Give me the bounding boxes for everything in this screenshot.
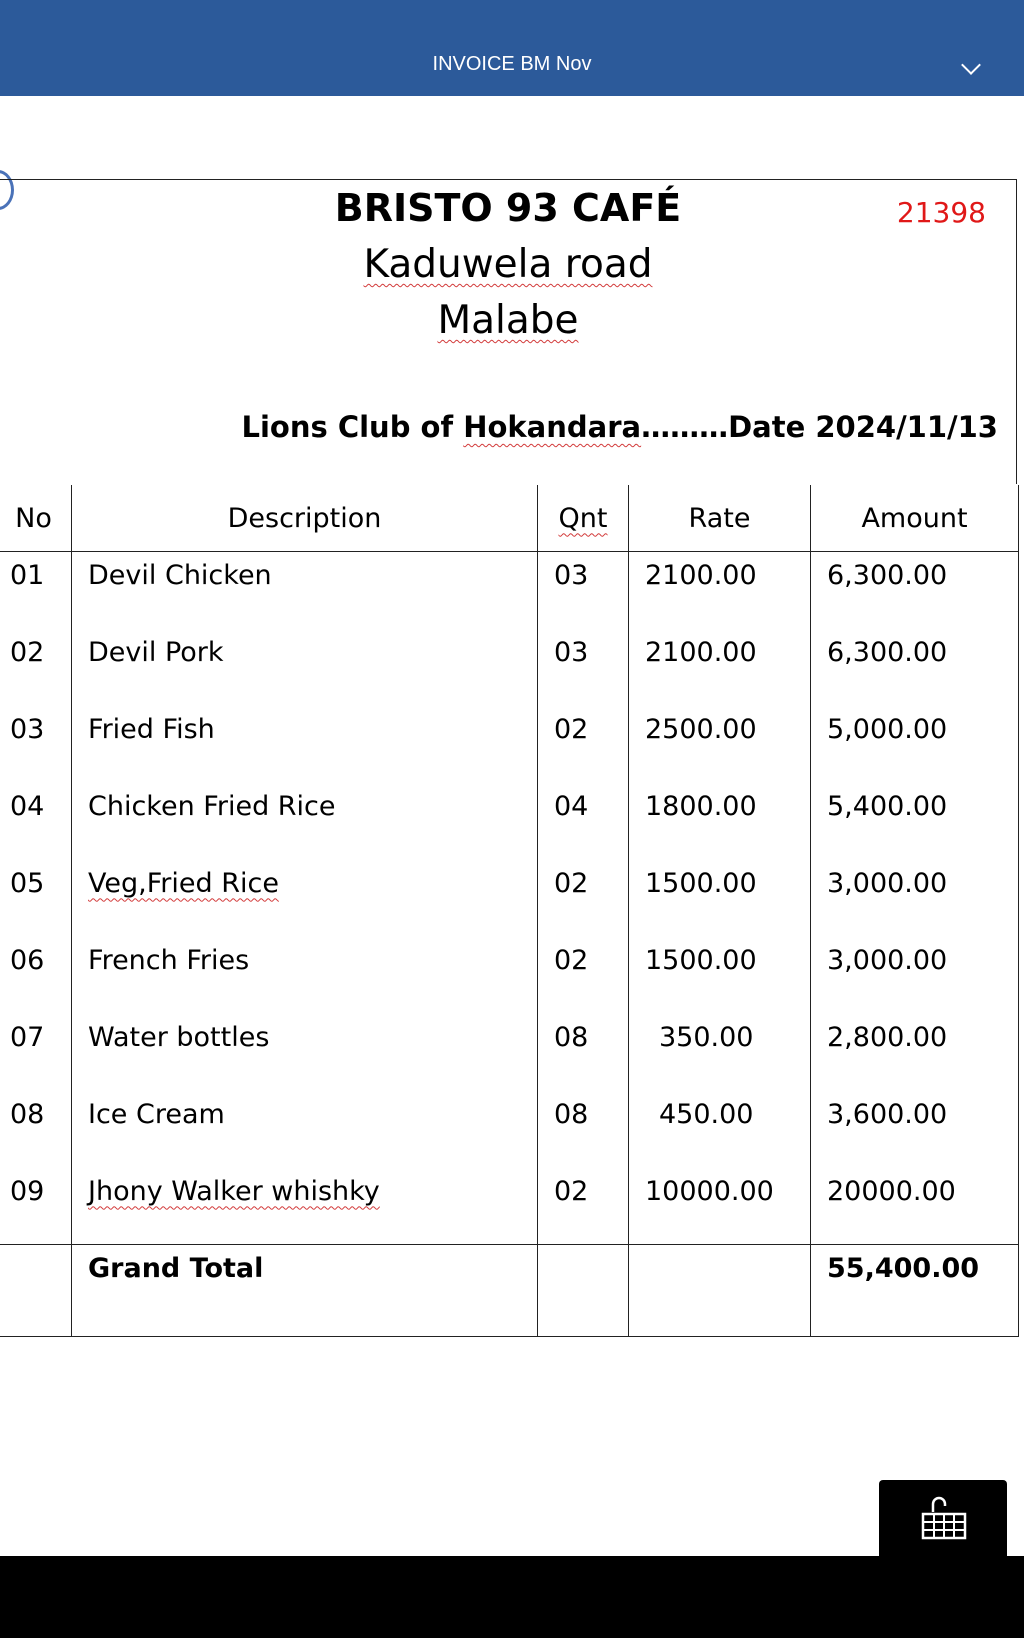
item-no: 01 <box>10 560 45 591</box>
item-amount: 6,300.00 <box>811 552 1019 629</box>
column-header-rate: Rate <box>629 485 811 552</box>
item-amount: 20000.00 <box>811 1168 1019 1245</box>
item-amount: 5,000.00 <box>811 706 1019 783</box>
item-amount: 3,600.00 <box>811 1091 1019 1168</box>
item-rate: 350.00 <box>629 1014 811 1091</box>
address-line-1 <box>0 242 1016 287</box>
item-rate: 2100.00 <box>629 629 811 706</box>
table-row <box>0 552 1019 629</box>
address-line-2-text: Malabe <box>437 298 579 343</box>
table-header-row <box>0 485 1019 552</box>
client-date-line <box>241 410 998 444</box>
item-qnt: 03 <box>538 629 629 706</box>
column-header-description: Description <box>72 485 538 552</box>
table-row <box>0 706 1019 783</box>
system-navigation-bar <box>0 1556 1024 1638</box>
invoice-items-table <box>0 485 1019 1337</box>
item-amount: 6,300.00 <box>811 629 1019 706</box>
address-line-1-text: Kaduwela road <box>363 242 653 287</box>
table-row <box>0 1091 1019 1168</box>
item-amount: 3,000.00 <box>811 860 1019 937</box>
item-no: 02 <box>10 636 45 668</box>
item-no: 09 <box>10 1175 45 1207</box>
client-prefix: Lions Club of <box>241 410 464 444</box>
item-rate: 2100.00 <box>629 552 811 629</box>
item-description <box>72 1168 538 1245</box>
item-amount: 2,800.00 <box>811 1014 1019 1091</box>
grand-total-row <box>0 1245 1019 1337</box>
client-dots: ……… <box>641 410 729 444</box>
item-qnt: 04 <box>538 783 629 860</box>
item-rate: 450.00 <box>629 1091 811 1168</box>
item-description: Ice Cream <box>72 1091 538 1168</box>
item-no: 05 <box>10 867 45 899</box>
column-header-qnt <box>538 485 629 552</box>
column-header-qnt-text: Qnt <box>558 502 608 534</box>
client-name: Hokandara <box>463 410 642 444</box>
business-name: BRISTO 93 CAFÉ <box>334 186 682 230</box>
table-row <box>0 1014 1019 1091</box>
grand-total-label: Grand Total <box>72 1245 538 1337</box>
item-no: 04 <box>10 790 45 822</box>
grand-total-no-cell <box>0 1245 72 1337</box>
item-qnt: 02 <box>538 860 629 937</box>
item-amount: 5,400.00 <box>811 783 1019 860</box>
column-header-amount: Amount <box>811 485 1019 552</box>
item-qnt: 08 <box>538 1014 629 1091</box>
item-description: Devil Pork <box>72 629 538 706</box>
item-description <box>72 860 538 937</box>
document-title[interactable]: INVOICE BM Nov <box>432 53 592 75</box>
item-rate: 1500.00 <box>629 937 811 1014</box>
invoice-number: 21398 <box>896 196 986 229</box>
table-row <box>0 937 1019 1014</box>
invoice-date: Date 2024/11/13 <box>728 410 998 444</box>
item-description-text: Jhony Walker whishky <box>88 1175 380 1207</box>
item-description: Water bottles <box>72 1014 538 1091</box>
table-row <box>0 1168 1019 1245</box>
document-header-bar <box>0 0 1024 96</box>
item-description: Chicken Fried Rice <box>72 783 538 860</box>
grand-total-rate-cell <box>629 1245 811 1337</box>
table-row <box>0 629 1019 706</box>
item-rate: 1500.00 <box>629 860 811 937</box>
item-qnt: 02 <box>538 706 629 783</box>
item-description: Devil Chicken <box>72 552 538 629</box>
item-rate: 10000.00 <box>629 1168 811 1245</box>
table-row <box>0 783 1019 860</box>
grand-total-amount: 55,400.00 <box>811 1245 1019 1337</box>
keyboard-toggle-button[interactable] <box>879 1480 1007 1560</box>
item-qnt: 08 <box>538 1091 629 1168</box>
table-row <box>0 860 1019 937</box>
item-no: 06 <box>10 944 45 976</box>
keyboard-icon <box>919 1494 969 1544</box>
item-description-text: Veg,Fried Rice <box>88 867 279 899</box>
item-rate: 2500.00 <box>629 706 811 783</box>
item-qnt: 03 <box>538 552 629 629</box>
item-rate: 1800.00 <box>629 783 811 860</box>
item-description: French Fries <box>72 937 538 1014</box>
address-line-2 <box>0 298 1016 343</box>
item-no: 07 <box>10 1021 45 1053</box>
column-header-no: No <box>15 502 52 534</box>
item-description: Fried Fish <box>72 706 538 783</box>
item-qnt: 02 <box>538 1168 629 1245</box>
item-no: 03 <box>10 713 45 745</box>
grand-total-qnt-cell <box>538 1245 629 1337</box>
item-qnt: 02 <box>538 937 629 1014</box>
item-no: 08 <box>10 1098 45 1130</box>
item-amount: 3,000.00 <box>811 937 1019 1014</box>
